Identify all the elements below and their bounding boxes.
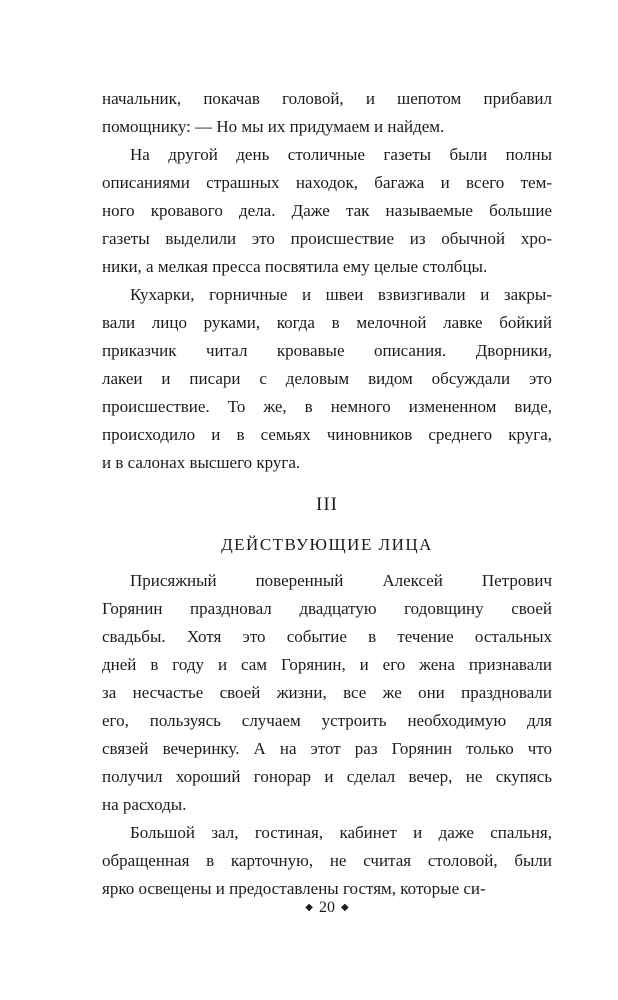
text-line: происходило и в семьях чиновников среднего круга,	[102, 425, 552, 444]
text-line: на расходы.	[102, 795, 187, 814]
chapter-heading	[102, 491, 552, 559]
text-line: происшествие. То же, в немного измененном виде,	[102, 397, 552, 416]
text-line: ники, а мелкая пресса посвятила ему целые столбцы.	[102, 257, 488, 276]
text-line: вали лицо руками, когда в мелочной лавке бойкий	[102, 313, 552, 332]
text-line: за несчастье своей жизни, все же они праздновали	[102, 683, 552, 702]
text-line: ного кровавого дела. Даже так называемые большие	[102, 201, 552, 220]
page-number: 20	[319, 899, 335, 916]
text-line: ярко освещены и предоставлены гостям, которые си-	[102, 879, 486, 898]
text-line: дней в году и сам Горянин, и его жена признавали	[102, 655, 552, 674]
text-line: свадьбы. Хотя это событие в течение остальных	[102, 627, 552, 646]
footer-ornament-right-icon: ◆	[341, 902, 349, 913]
text-line: обращенная в карточную, не считая столовой, были	[102, 851, 552, 870]
paragraph	[102, 85, 552, 141]
text-line: лакеи и писари с деловым видом обсуждали это	[102, 369, 552, 388]
text-line: и в салонах высшего круга.	[102, 453, 301, 472]
text-line: На другой день столичные газеты были полны	[130, 145, 552, 164]
text-line: приказчик читал кровавые описания. Дворники,	[102, 341, 552, 360]
text-line: Большой зал, гостиная, кабинет и даже спальня,	[130, 823, 552, 842]
text-line: Кухарки, горничные и швеи взвизгивали и закры-	[130, 285, 552, 304]
paragraph	[102, 819, 552, 903]
text-line: описаниями страшных находок, багажа и всего тем-	[102, 173, 552, 192]
text-line: получил хороший гонорар и сделал вечер, не скупясь	[102, 767, 552, 786]
text-line: газеты выделили это происшествие из обычной хро-	[102, 229, 552, 248]
paragraph	[102, 281, 552, 477]
paragraph	[102, 567, 552, 819]
text-line: помощнику: — Но мы их придумаем и найдем.	[102, 117, 445, 136]
page-text	[102, 85, 552, 903]
text-line: начальник, покачав головой, и шепотом прибавил	[102, 89, 552, 108]
text-line: его, пользуясь случаем устроить необходимую для	[102, 711, 552, 730]
paragraph	[102, 141, 552, 281]
chapter-title: ДЕЙСТВУЮЩИЕ ЛИЦА	[221, 535, 433, 554]
text-line: Присяжный поверенный Алексей Петрович	[130, 571, 552, 590]
page-footer	[102, 896, 552, 920]
footer-ornament-left-icon: ◆	[305, 902, 313, 913]
text-line: Горянин праздновал двадцатую годовщину своей	[102, 599, 552, 618]
chapter-number: III	[316, 494, 338, 515]
text-line: связей вечеринку. А на этот раз Горянин только что	[102, 739, 552, 758]
